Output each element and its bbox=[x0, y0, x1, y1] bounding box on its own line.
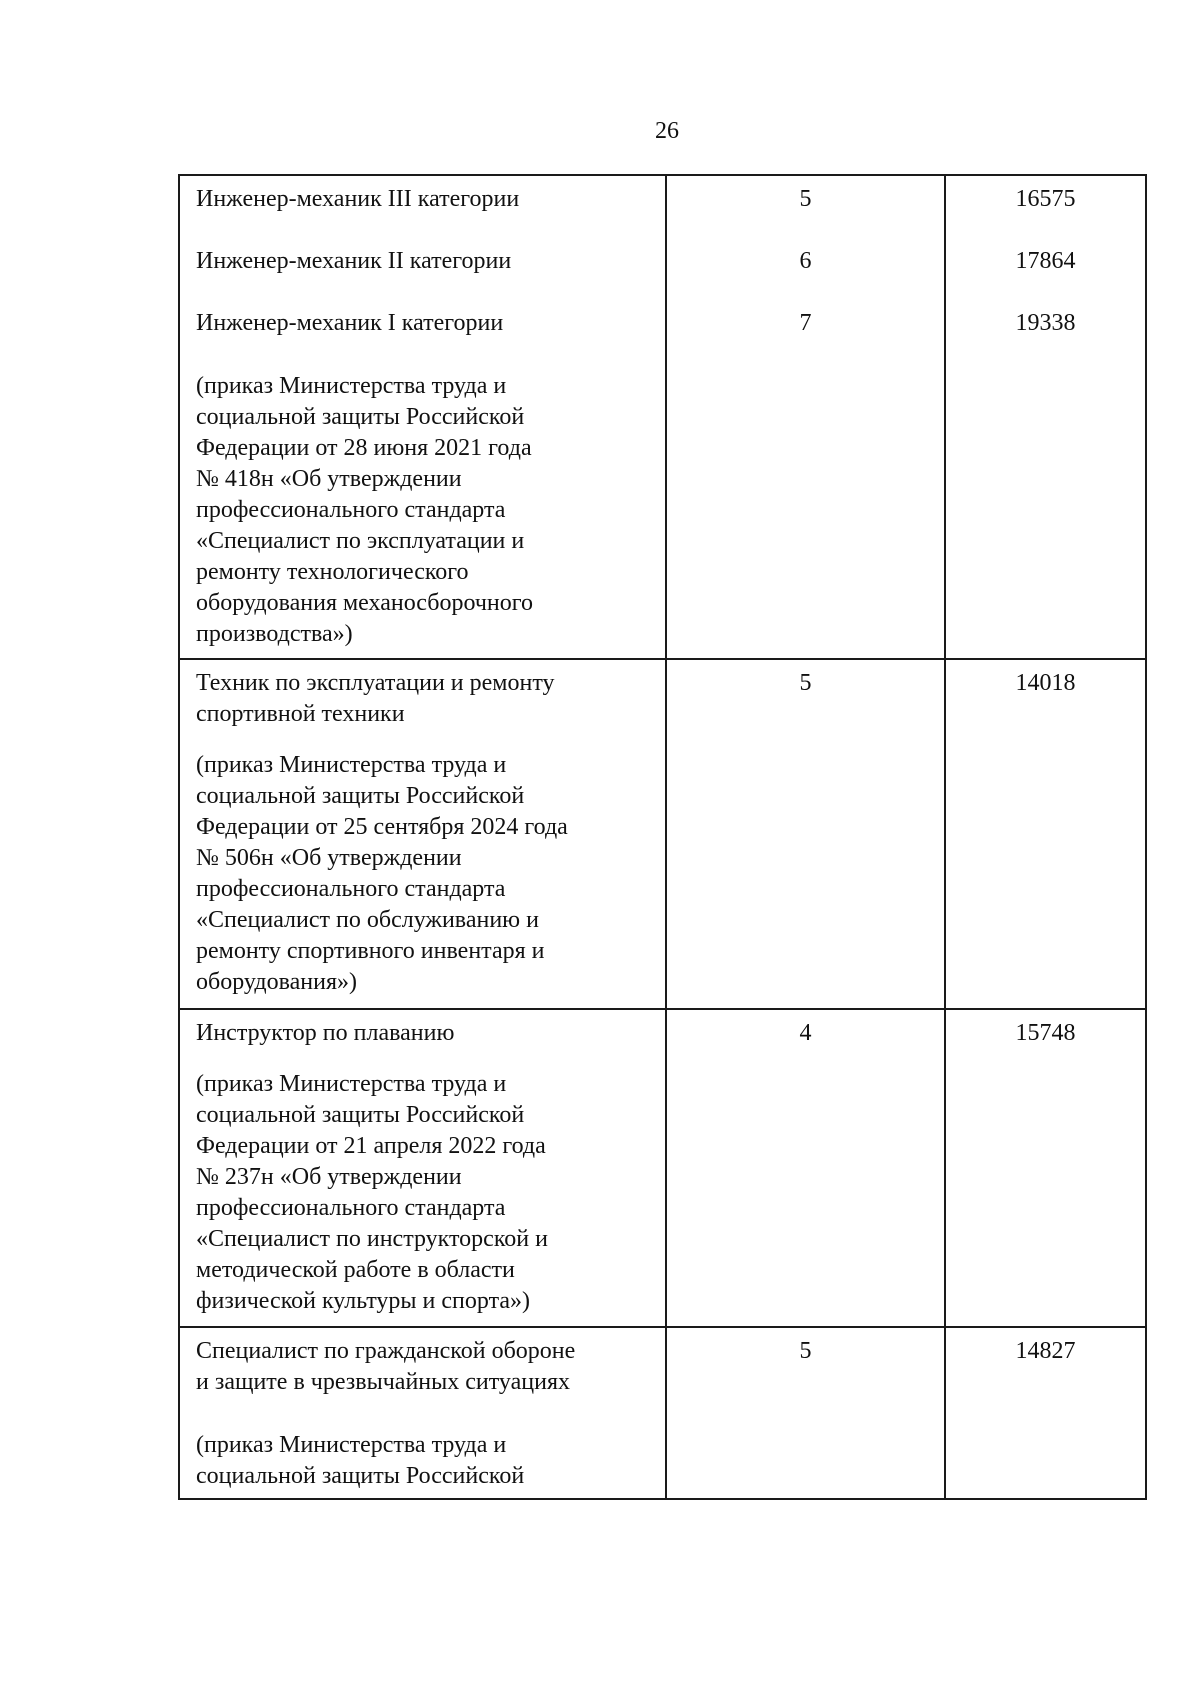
page-number: 26 bbox=[655, 118, 679, 144]
position-name: Специалист по гражданской обороне и защите в чрезвычайных ситуациях bbox=[196, 1338, 576, 1395]
position-name: Инженер-механик II категории bbox=[196, 248, 512, 274]
qualification-level-cell bbox=[666, 175, 945, 659]
qualification-level: 7 bbox=[799, 310, 812, 336]
position-cell bbox=[179, 1327, 666, 1499]
position-name: Инженер-механик III категории bbox=[196, 186, 520, 212]
qualification-level: 5 bbox=[799, 186, 812, 212]
table-row bbox=[179, 659, 1146, 1009]
table-row bbox=[179, 1327, 1146, 1499]
order-reference: (приказ Министерства труда и социальной защиты Российской Федерации от 28 июня 2021 года № 418н «Об утверждении профессионального стандарта «Специалист по эксплуатации и ремонту технологического оборудования механосборочного производства») bbox=[196, 373, 533, 647]
position-cell bbox=[179, 175, 666, 659]
positions-table bbox=[178, 174, 1147, 1500]
salary-value: 16575 bbox=[1015, 186, 1076, 212]
order-reference: (приказ Министерства труда и социальной защиты Российской Федерации от 21 апреля 2022 года № 237н «Об утверждении профессионального стандарта «Специалист по инструкторской и методической работе в области физической культуры и спорта») bbox=[196, 1071, 548, 1314]
salary-cell bbox=[945, 175, 1146, 659]
salary-value: 19338 bbox=[1015, 310, 1076, 336]
position-name: Техник по эксплуатации и ремонту спортивной техники bbox=[196, 670, 555, 727]
qualification-level: 5 bbox=[666, 1327, 945, 1499]
qualification-level: 5 bbox=[666, 659, 945, 1009]
position-name: Инженер-механик I категории bbox=[196, 310, 504, 336]
position-cell bbox=[179, 1009, 666, 1327]
salary-value: 15748 bbox=[945, 1009, 1146, 1327]
position-cell bbox=[179, 659, 666, 1009]
table-row bbox=[179, 175, 1146, 659]
salary-value: 14827 bbox=[945, 1327, 1146, 1499]
qualification-level: 6 bbox=[799, 248, 812, 274]
salary-value: 17864 bbox=[1015, 248, 1076, 274]
order-reference: (приказ Министерства труда и социальной защиты Российской Федерации от 25 сентября 2024 года № 506н «Об утверждении профессионального стандарта «Специалист по обслуживанию и ремонту спортивного инвентаря и оборудования») bbox=[196, 752, 568, 995]
salary-value: 14018 bbox=[945, 659, 1146, 1009]
position-name: Инструктор по плаванию bbox=[196, 1020, 455, 1046]
table-row bbox=[179, 1009, 1146, 1327]
order-reference: (приказ Министерства труда и социальной защиты Российской bbox=[196, 1432, 525, 1489]
qualification-level: 4 bbox=[666, 1009, 945, 1327]
